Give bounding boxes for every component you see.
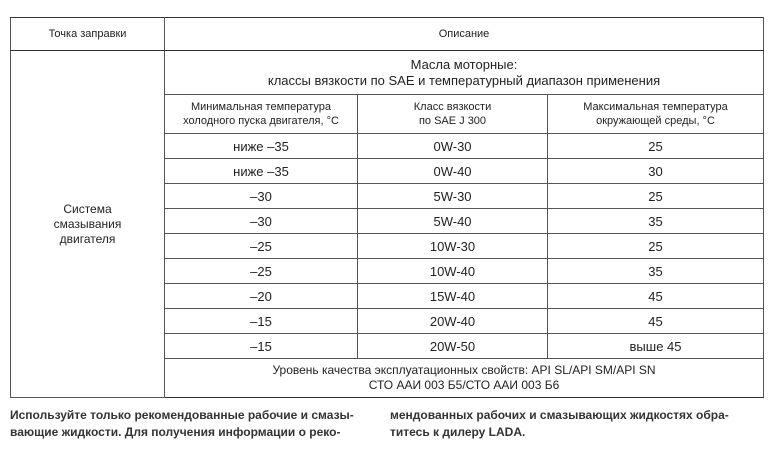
cell-min-temp: –15	[165, 334, 358, 359]
lubricants-table	[10, 17, 764, 398]
cell-viscosity: 0W-40	[358, 159, 548, 184]
footer-line: Используйте только рекомендованные рабочие и смазы-	[10, 408, 354, 422]
cell-max-temp: 30	[548, 159, 764, 184]
fill-point-line: смазывания	[53, 216, 122, 231]
table-header-row	[11, 18, 764, 51]
footer-line: вающие жидкости. Для получения информации о реко-	[10, 425, 341, 439]
cell-max-temp: выше 45	[548, 334, 764, 359]
quality-note-line: Уровень качества эксплуатационных свойств: API SL/API SM/API SN	[272, 363, 656, 377]
cell-max-temp: 25	[548, 184, 764, 209]
footer-line: титесь к дилеру LADA.	[390, 425, 526, 439]
footer-text-right	[390, 407, 735, 441]
footer-line: мендованных рабочих и смазывающих жидкостях обра-	[390, 408, 729, 422]
cell-viscosity: 5W-30	[358, 184, 548, 209]
cell-min-temp: –15	[165, 309, 358, 334]
fill-point-cell	[11, 51, 165, 398]
cell-min-temp: –25	[165, 259, 358, 284]
column-header-line: Класс вязкости	[413, 101, 492, 113]
quality-note-line: СТО ААИ 003 Б5/СТО ААИ 003 Б6	[368, 378, 560, 392]
cell-min-temp: –30	[165, 184, 358, 209]
oil-title-line: классы вязкости по SAE и температурный диапазон применения	[267, 72, 661, 88]
cell-max-temp: 35	[548, 209, 764, 234]
column-header-line: Максимальная температура	[583, 101, 728, 113]
cell-viscosity: 0W-30	[358, 134, 548, 159]
cell-viscosity: 10W-40	[358, 259, 548, 284]
cell-min-temp: –25	[165, 234, 358, 259]
oil-title-line: Масла моторные:	[410, 56, 518, 72]
cell-max-temp: 45	[548, 309, 764, 334]
cell-min-temp: –20	[165, 284, 358, 309]
table-title-row	[11, 51, 764, 95]
cell-min-temp: ниже –35	[165, 134, 358, 159]
cell-min-temp: –30	[165, 209, 358, 234]
cell-viscosity: 20W-40	[358, 309, 548, 334]
cell-max-temp: 35	[548, 259, 764, 284]
cell-viscosity: 15W-40	[358, 284, 548, 309]
cell-viscosity: 20W-50	[358, 334, 548, 359]
fill-point-line: Система	[63, 201, 112, 216]
column-header-max-temp	[548, 95, 764, 134]
column-header-line: по SAE J 300	[418, 115, 487, 127]
fill-point-line: двигателя	[59, 231, 116, 246]
cell-min-temp: ниже –35	[165, 159, 358, 184]
cell-viscosity: 5W-40	[358, 209, 548, 234]
footer-text-left	[10, 407, 365, 441]
quality-note-cell	[165, 359, 764, 398]
oil-title-cell	[165, 51, 764, 95]
cell-max-temp: 25	[548, 234, 764, 259]
column-header-line: холодного пуска двигателя, °С	[183, 115, 339, 127]
cell-viscosity: 10W-30	[358, 234, 548, 259]
header-fill-point: Точка заправки	[11, 18, 165, 51]
column-header-line: Минимальная температура	[191, 101, 331, 113]
column-header-line: окружающей среды, °С	[596, 115, 715, 127]
cell-max-temp: 45	[548, 284, 764, 309]
header-description: Описание	[165, 18, 764, 51]
cell-max-temp: 25	[548, 134, 764, 159]
column-header-min-temp	[165, 95, 358, 134]
column-header-viscosity	[358, 95, 548, 134]
